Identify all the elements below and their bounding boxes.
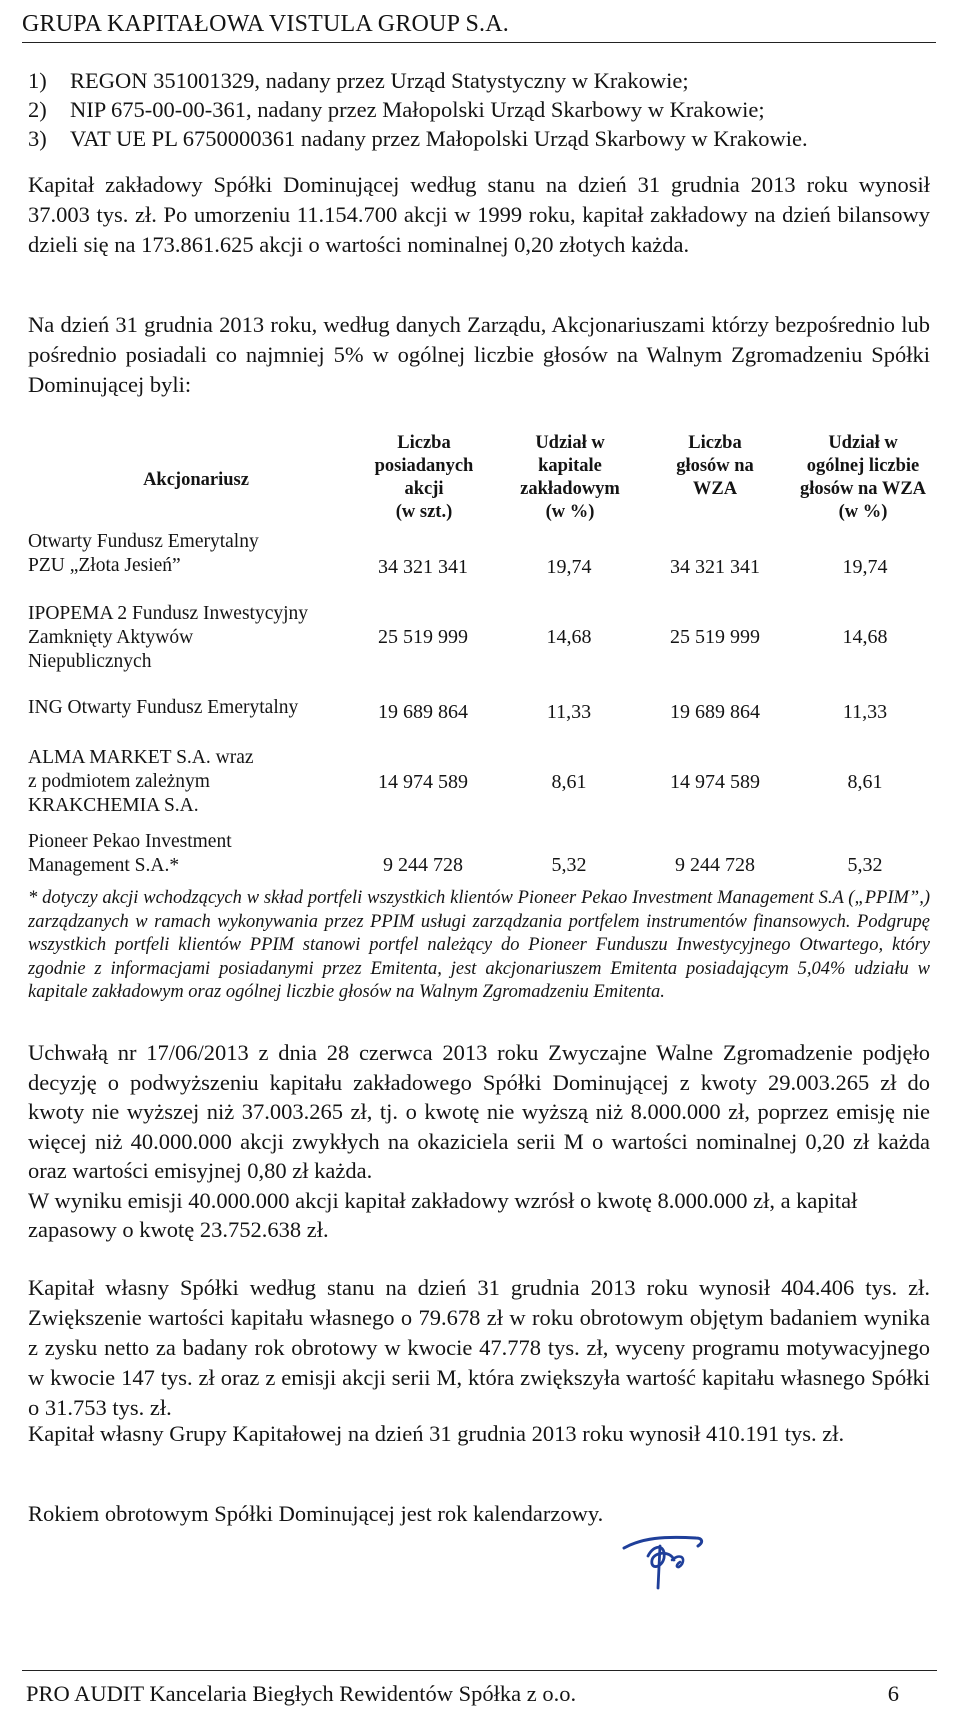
cell-shares: 9 244 728 xyxy=(383,854,463,876)
table-row xyxy=(28,696,933,736)
name-line: IPOPEMA 2 Fundusz Inwestycyjny xyxy=(28,603,309,624)
cell-votes: 25 519 999 xyxy=(670,626,760,648)
header-line: (w %) xyxy=(545,502,595,522)
header-line: głosów na xyxy=(676,456,754,476)
shareholder-name xyxy=(28,696,328,720)
name-line: ALMA MARKET S.A. wraz xyxy=(28,747,254,768)
header-line: Udział w xyxy=(828,433,898,453)
cell-votes-pct: 8,61 xyxy=(847,771,883,793)
cell-votes-pct: 11,33 xyxy=(842,701,888,723)
table-row xyxy=(28,602,933,676)
list-number: 1) xyxy=(28,68,47,93)
cell-capital-pct: 19,74 xyxy=(546,556,592,578)
name-line: ING Otwarty Fundusz Emerytalny xyxy=(28,697,299,718)
list-number: 3) xyxy=(28,126,47,151)
list-number: 2) xyxy=(28,97,47,122)
footer-firm: PRO AUDIT Kancelaria Biegłych Rewidentów Spółka z o.o. xyxy=(26,1681,577,1706)
table-row xyxy=(28,530,933,586)
cell-shares: 19 689 864 xyxy=(378,701,468,723)
name-line: KRAKCHEMIA S.A. xyxy=(28,795,199,816)
paragraph-group-equity: Kapitał własny Grupy Kapitałowej na dzień 31 grudnia 2013 roku wynosił 410.191 tys. zł. xyxy=(28,1421,845,1446)
paragraph-fiscal-year: Rokiem obrotowym Spółki Dominującej jest rok kalendarzowy. xyxy=(28,1501,604,1526)
name-line: Otwarty Fundusz Emerytalny xyxy=(28,531,259,552)
name-line: PZU „Złota Jesień” xyxy=(28,555,181,576)
shareholder-name xyxy=(28,830,328,878)
cell-votes-pct: 5,32 xyxy=(847,854,883,876)
paragraph-issue-result: W wyniku emisji 40.000.000 akcji kapitał zakładowy wzrósł o kwotę 8.000.000 zł, a kapitał zapasowy o kwotę 23.752.638 zł. xyxy=(28,1187,858,1242)
header-line: ogólnej liczbie xyxy=(806,456,920,476)
header-line: głosów na WZA xyxy=(799,479,927,499)
cell-votes: 14 974 589 xyxy=(670,771,760,793)
page-number: 6 xyxy=(887,1681,899,1706)
page-header xyxy=(22,6,936,43)
cell-votes: 34 321 341 xyxy=(670,556,760,578)
name-line: Zamknięty Aktywów xyxy=(28,627,194,648)
cell-shares: 14 974 589 xyxy=(378,771,468,793)
list-text: NIP 675-00-00-361, nadany przez Małopolski Urząd Skarbowy w Krakowie; xyxy=(70,97,765,122)
list-text: REGON 351001329, nadany przez Urząd Statystyczny w Krakowie; xyxy=(70,68,689,93)
header-line: (w %) xyxy=(838,502,888,522)
list-text: VAT UE PL 6750000361 nadany przez Małopolski Urząd Skarbowy w Krakowie. xyxy=(70,126,808,151)
table-footnote: * dotyczy akcji wchodzących w skład portfeli wszystkich klientów Pioneer Pekao Investment Management S.A („PPIM”,) zarządzanych w ramach wykonywania przez PPIM usługi zarządzania portfelem instrumentów finansowych. Podgrupę wszystkich portfeli klientów PPIM stanowi portfel należący do Pioneer Funduszu Inwestycyjnego Otwartego, który zgodnie z informacjami posiadanymi przez Emitenta, jest akcjonariuszem Emitenta posiadającym 5,04% udziału w kapitale zakładowym oraz ogólnej liczbie głosów na Walnym Zgromadzeniu Emitenta. xyxy=(28,888,930,1002)
name-line: Niepublicznych xyxy=(28,651,152,672)
header-shareholder: Akcjonariusz xyxy=(143,470,249,490)
paragraph-equity: Kapitał własny Spółki według stanu na dzień 31 grudnia 2013 roku wynosił 404.406 tys. zł. Zwiększenie wartości kapitału własnego o 79.678 zł w roku obrotowym objętym badaniem wynika z zysku netto za badany rok obrotowy w kwocie 47.778 tys. zł, wyceny programu motywacyjnego w kwocie 147 tys. zł oraz z emisji akcji serii M, która zwiększyła wartość kapitału własnego Spółki o 31.753 tys. zł. xyxy=(28,1275,930,1420)
paragraph-resolution-block xyxy=(28,1038,930,1245)
name-line: Pioneer Pekao Investment xyxy=(28,831,232,852)
signature-mark xyxy=(618,1526,710,1594)
header-line: WZA xyxy=(692,479,738,499)
page-footer xyxy=(22,1670,937,1705)
header-line: Udział w xyxy=(535,433,605,453)
cell-votes: 9 244 728 xyxy=(675,854,755,876)
table-row xyxy=(28,746,933,820)
cell-capital-pct: 8,61 xyxy=(551,771,587,793)
header-votes-share xyxy=(788,432,938,524)
header-line: Liczba xyxy=(688,433,742,453)
paragraph-shareholders-intro: Na dzień 31 grudnia 2013 roku, według danych Zarządu, Akcjonariuszami którzy bezpośrednio lub pośrednio posiadali co najmniej 5% w ogólnej liczbie głosów na Walnym Zgromadzeniu Spółki Dominującej byli: xyxy=(28,312,930,397)
paragraph-resolution: Uchwałą nr 17/06/2013 z dnia 28 czerwca 2013 roku Zwyczajne Walne Zgromadzenie podjęło decyzję o podwyższeniu kapitału zakładowego Spółki Dominującej z kwoty 29.003.265 zł do kwoty nie wyższej niż 37.003.265 zł, tj. o kwotę nie wyższą niż 8.000.000 zł, poprzez emisję nie więcej niż 40.000.000 akcji zwykłych na okaziciela serii M o wartości nominalnej 0,20 zł każda oraz wartości emisyjnej 0,80 zł każda. xyxy=(28,1040,930,1183)
shareholder-name xyxy=(28,602,328,674)
cell-capital-pct: 5,32 xyxy=(551,854,587,876)
list-item xyxy=(28,124,928,153)
header-line: posiadanych xyxy=(374,456,474,476)
header-line: Liczba xyxy=(397,433,451,453)
shareholder-name xyxy=(28,530,328,578)
cell-votes-pct: 14,68 xyxy=(842,626,888,648)
cell-shares: 25 519 999 xyxy=(378,626,468,648)
cell-votes-pct: 19,74 xyxy=(842,556,888,578)
cell-capital-pct: 11,33 xyxy=(546,701,592,723)
name-line: z podmiotem zależnym xyxy=(28,771,210,792)
cell-capital-pct: 14,68 xyxy=(546,626,592,648)
header-line: (w szt.) xyxy=(395,502,453,522)
header-shares-count xyxy=(350,432,498,524)
cell-votes: 19 689 864 xyxy=(670,701,760,723)
list-item xyxy=(28,95,928,124)
name-line: Management S.A.* xyxy=(28,855,180,876)
paragraph-share-capital: Kapitał zakładowy Spółki Dominującej według stanu na dzień 31 grudnia 2013 roku wynosił 37.003 tys. zł. Po umorzeniu 11.154.700 akcji w 1999 roku, kapitał zakładowy na dzień bilansowy dzieli się na 173.861.625 akcji o wartości nominalnej 0,20 złotych każda. xyxy=(28,172,930,257)
list-item xyxy=(28,66,928,95)
table-row xyxy=(28,830,933,882)
cell-shares: 34 321 341 xyxy=(378,556,468,578)
shareholder-name xyxy=(28,746,328,818)
header-capital-share xyxy=(496,432,644,524)
header-line: kapitale xyxy=(538,456,602,476)
header-line: zakładowym xyxy=(520,479,620,499)
header-company: GRUPA KAPITAŁOWA VISTULA GROUP S.A. xyxy=(22,11,509,37)
header-line: akcji xyxy=(404,479,444,499)
registration-list xyxy=(28,66,928,153)
header-votes-count xyxy=(640,432,790,501)
